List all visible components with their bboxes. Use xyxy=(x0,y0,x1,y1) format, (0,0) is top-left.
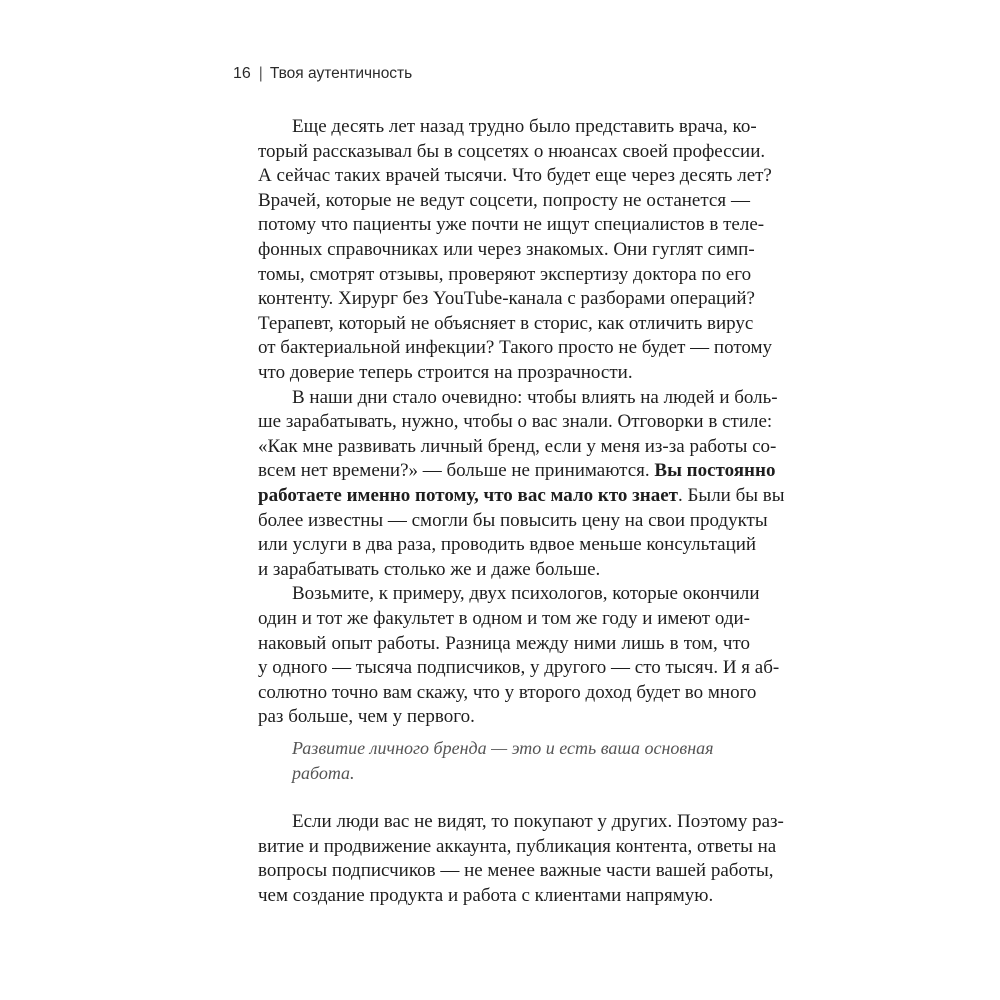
text-line: А сейчас таких врачей тысячи. Что будет еще через десять лет? xyxy=(258,165,772,187)
text-line: наковый опыт работы. Разница между ними лишь в том, что xyxy=(258,632,750,654)
text-line: потому что пациенты уже почти не ищут специалистов в теле- xyxy=(258,214,765,236)
text-line xyxy=(258,484,785,509)
text-span: всем нет времени?» — больше не принимаются. xyxy=(258,460,655,482)
text-line: вопросы подписчиков — не менее важные части вашей работы, xyxy=(258,860,774,882)
text-line: один и тот же факультет в одном и том же году и имеют оди- xyxy=(258,607,750,629)
text-line: солютно точно вам скажу, что у второго доход будет во много xyxy=(258,681,757,703)
text-line: Еще десять лет назад трудно было представить врача, ко- xyxy=(292,116,757,137)
paragraph-1 xyxy=(258,115,773,386)
text-line: у одного — тысяча подписчиков, у другого — сто тысяч. И я аб- xyxy=(258,657,780,679)
text-line xyxy=(258,459,776,484)
text-line: более известны — смогли бы повысить цену на свои продукты xyxy=(258,509,768,531)
paragraph-2 xyxy=(258,386,785,583)
quote-line: Развитие личного бренда — это и есть ваша основная xyxy=(292,738,714,758)
text-line: «Как мне развивать личный бренд, если у меня из-за работы со- xyxy=(258,435,777,457)
chapter-title: Твоя аутентичность xyxy=(269,65,413,82)
text-line: томы, смотрят отзывы, проверяют экспертизу доктора по его xyxy=(258,263,752,285)
text-span: . Были бы вы xyxy=(678,484,785,506)
text-line: В наши дни стало очевидно: чтобы влиять на людей и боль- xyxy=(292,386,778,408)
header-separator: | xyxy=(258,65,263,82)
pull-quote xyxy=(292,736,752,786)
text-line: Врачей, которые не ведут соцсети, попросту не останется — xyxy=(258,189,750,211)
text-line: и зарабатывать столько же и даже больше. xyxy=(258,558,601,580)
emphasis-text: Вы постоянно xyxy=(654,460,776,482)
paragraph-4 xyxy=(258,810,784,908)
paragraph-3 xyxy=(258,582,780,730)
text-line: Возьмите, к примеру, двух психологов, которые окончили xyxy=(292,583,760,605)
text-line: витие и продвижение аккаунта, публикация контента, ответы на xyxy=(258,835,777,857)
text-line: Терапевт, который не объясняет в сторис, как отличить вирус xyxy=(258,312,754,334)
text-line: фонных справочниках или через знакомых. Они гуглят симп- xyxy=(258,238,755,260)
text-line: что доверие теперь строится на прозрачности. xyxy=(258,361,633,383)
quote-line: работа. xyxy=(292,763,355,783)
text-line: от бактериальной инфекции? Такого просто не будет — потому xyxy=(258,337,773,359)
running-head xyxy=(233,64,412,84)
page-number: 16 xyxy=(233,65,251,82)
emphasis-text: работаете именно потому, что вас мало кто знает xyxy=(258,484,679,506)
text-line: Если люди вас не видят, то покупают у других. Поэтому раз- xyxy=(292,811,784,832)
text-line: ше зарабатывать, нужно, чтобы о вас знали. Отговорки в стиле: xyxy=(258,411,773,433)
text-line: чем создание продукта и работа с клиентами напрямую. xyxy=(258,884,714,906)
text-line: или услуги в два раза, проводить вдвое меньше консультаций xyxy=(258,534,757,556)
text-line: контенту. Хирург без YouTube-канала с разборами операций? xyxy=(258,288,755,310)
text-line: торый рассказывал бы в соцсетях о нюансах своей профессии. xyxy=(258,140,766,162)
text-line: раз больше, чем у первого. xyxy=(258,706,475,728)
